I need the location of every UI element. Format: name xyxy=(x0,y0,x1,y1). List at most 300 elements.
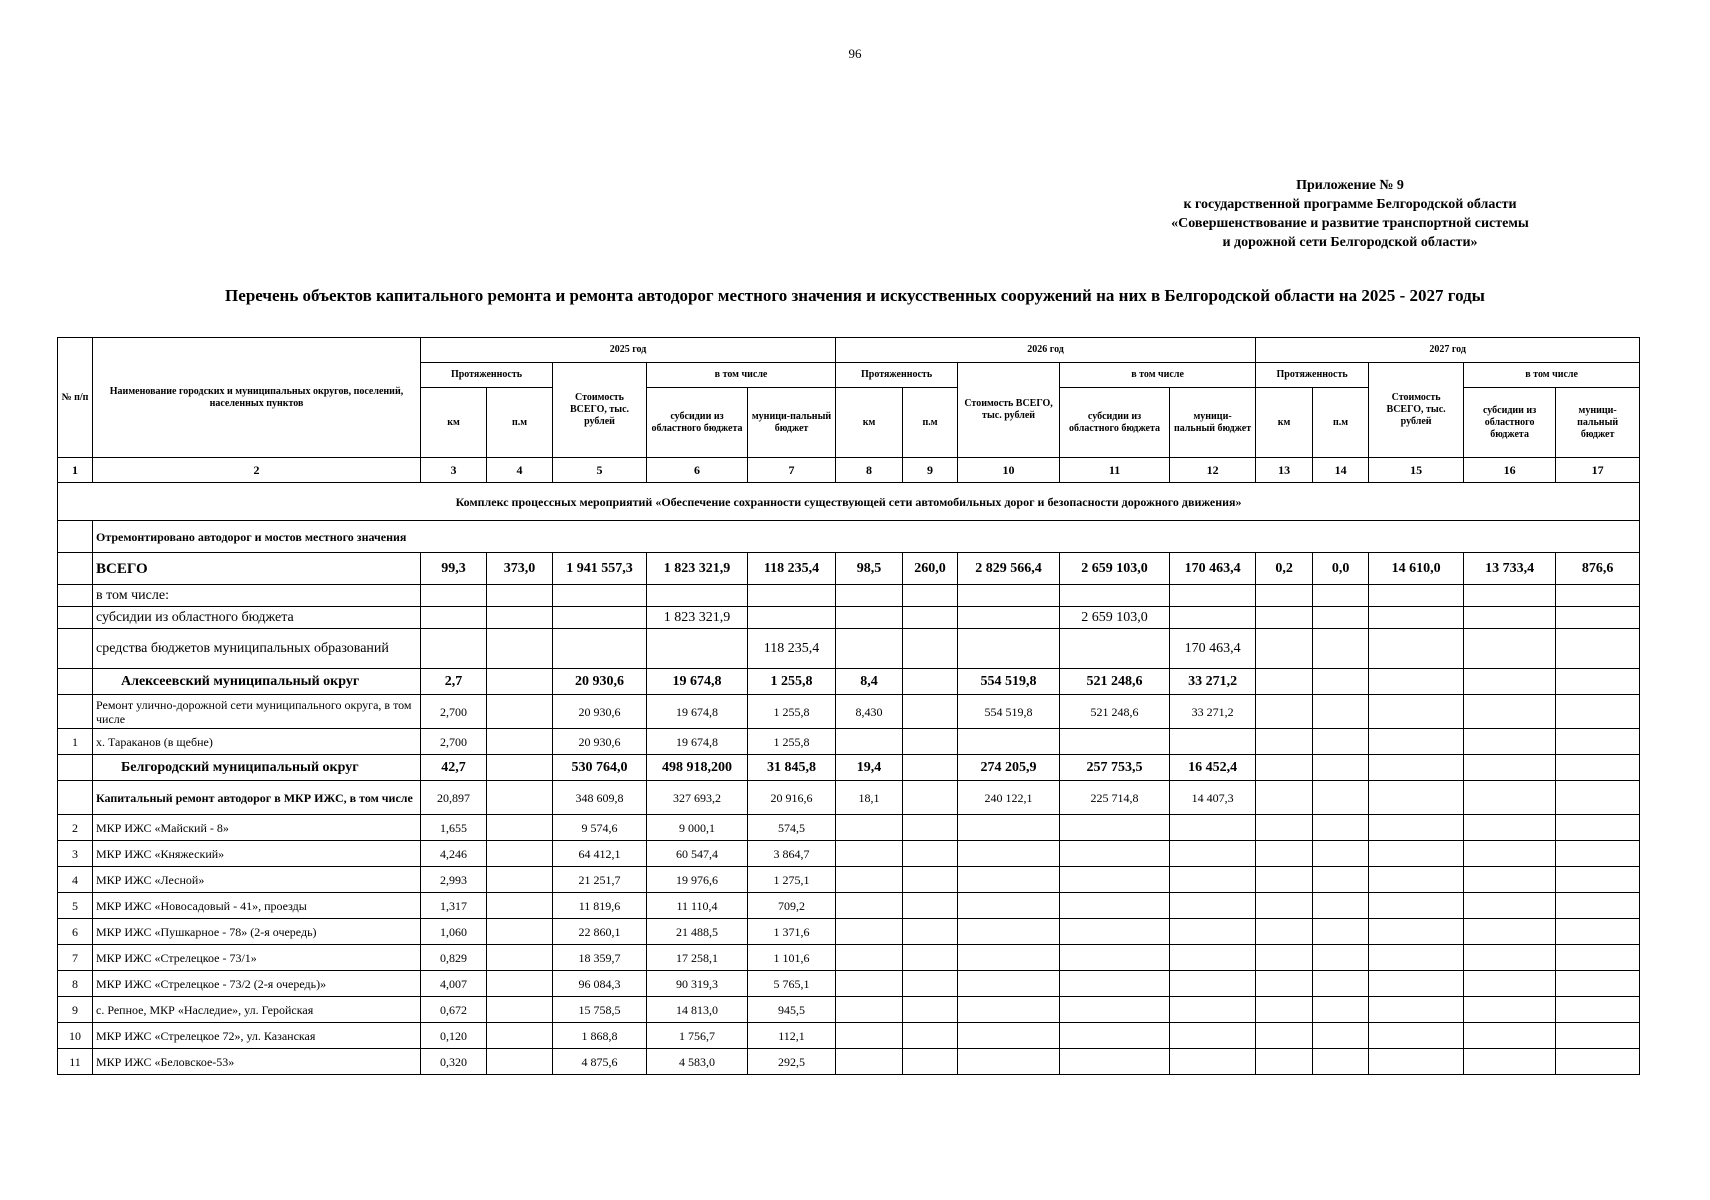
row-value: 33 271,2 xyxy=(1170,695,1256,729)
row-value xyxy=(487,945,553,971)
row-value: 0,120 xyxy=(421,1023,487,1049)
cell xyxy=(903,629,958,669)
row-value xyxy=(1256,781,1313,815)
column-number: 9 xyxy=(903,458,958,483)
cell xyxy=(958,607,1060,629)
header-year-2027: 2027 год xyxy=(1256,338,1640,363)
row-value xyxy=(836,867,903,893)
row-value xyxy=(1369,1023,1464,1049)
including-row xyxy=(58,585,1640,607)
row-value xyxy=(1369,919,1464,945)
row-value xyxy=(1464,729,1556,755)
cell xyxy=(647,585,748,607)
row-value xyxy=(1369,997,1464,1023)
total-row xyxy=(58,553,1640,585)
row-value xyxy=(903,729,958,755)
cell xyxy=(487,585,553,607)
row-value: 1 255,8 xyxy=(748,669,836,695)
row-value xyxy=(1369,893,1464,919)
row-value xyxy=(1313,755,1369,781)
row-num xyxy=(58,695,93,729)
row-value xyxy=(1170,841,1256,867)
row-value xyxy=(903,1023,958,1049)
column-number-row xyxy=(58,458,1640,483)
row-value xyxy=(836,815,903,841)
header-length-2026: Протяженность xyxy=(836,363,958,388)
row-name: Белгородский муниципальный округ xyxy=(93,755,421,781)
header-municipal: муници-пальный бюджет xyxy=(748,388,836,458)
row-value xyxy=(903,841,958,867)
row-num: 3 xyxy=(58,841,93,867)
row-value xyxy=(1313,1023,1369,1049)
municipal-row xyxy=(58,629,1640,669)
page-number: 96 xyxy=(848,46,862,61)
row-value: 64 412,1 xyxy=(553,841,647,867)
row-value xyxy=(958,997,1060,1023)
table-row xyxy=(58,919,1640,945)
total-value: 170 463,4 xyxy=(1170,553,1256,585)
cell xyxy=(1313,607,1369,629)
cell xyxy=(1313,629,1369,669)
row-value xyxy=(1369,841,1464,867)
row-value xyxy=(1556,997,1640,1023)
row-value: 19 976,6 xyxy=(647,867,748,893)
row-value: 4,246 xyxy=(421,841,487,867)
header-name: Наименование городских и муниципальных округов, поселений, населенных пунктов xyxy=(93,338,421,458)
including-label: в том числе: xyxy=(93,585,421,607)
row-num: 11 xyxy=(58,1049,93,1075)
row-name: х. Тараканов (в щебне) xyxy=(93,729,421,755)
row-value xyxy=(1313,695,1369,729)
header-including-2025: в том числе xyxy=(647,363,836,388)
row-value xyxy=(1313,971,1369,997)
row-name: с. Репное, МКР «Наследие», ул. Геройская xyxy=(93,997,421,1023)
row-value: 17 258,1 xyxy=(647,945,748,971)
row-name: МКР ИЖС «Лесной» xyxy=(93,867,421,893)
total-value: 118 235,4 xyxy=(748,553,836,585)
row-value: 1 275,1 xyxy=(748,867,836,893)
cell xyxy=(1170,585,1256,607)
cell xyxy=(836,607,903,629)
subsidy-2026: 2 659 103,0 xyxy=(1060,607,1170,629)
row-value xyxy=(1256,919,1313,945)
row-value: 60 547,4 xyxy=(647,841,748,867)
row-value xyxy=(1256,841,1313,867)
row-value xyxy=(1060,729,1170,755)
row-num xyxy=(58,781,93,815)
row-value xyxy=(1170,729,1256,755)
cell xyxy=(958,629,1060,669)
column-number: 15 xyxy=(1369,458,1464,483)
row-value xyxy=(1060,893,1170,919)
row-value xyxy=(487,841,553,867)
row-value xyxy=(487,1023,553,1049)
cell xyxy=(1556,585,1640,607)
row-value xyxy=(1060,997,1170,1023)
row-value xyxy=(958,815,1060,841)
row-value xyxy=(1369,755,1464,781)
row-value xyxy=(487,893,553,919)
row-value xyxy=(903,945,958,971)
cell xyxy=(1369,585,1464,607)
row-value xyxy=(1464,867,1556,893)
row-value xyxy=(1060,841,1170,867)
row-value xyxy=(1369,971,1464,997)
row-value xyxy=(1256,755,1313,781)
row-value xyxy=(487,695,553,729)
column-number: 8 xyxy=(836,458,903,483)
cell xyxy=(553,629,647,669)
row-value xyxy=(903,781,958,815)
row-value: 8,4 xyxy=(836,669,903,695)
row-value xyxy=(487,755,553,781)
row-value xyxy=(1556,841,1640,867)
table-row xyxy=(58,755,1640,781)
total-value: 98,5 xyxy=(836,553,903,585)
row-value xyxy=(836,919,903,945)
cell xyxy=(647,629,748,669)
row-value xyxy=(1256,893,1313,919)
row-value: 11 819,6 xyxy=(553,893,647,919)
row-value xyxy=(1313,867,1369,893)
row-value xyxy=(1170,815,1256,841)
row-value xyxy=(903,919,958,945)
table-row xyxy=(58,1049,1640,1075)
row-value xyxy=(1556,919,1640,945)
column-number: 2 xyxy=(93,458,421,483)
row-num xyxy=(58,669,93,695)
row-value xyxy=(1556,755,1640,781)
row-value: 20 930,6 xyxy=(553,669,647,695)
row-value xyxy=(836,997,903,1023)
row-value xyxy=(487,669,553,695)
total-value: 2 829 566,4 xyxy=(958,553,1060,585)
column-number: 16 xyxy=(1464,458,1556,483)
cell xyxy=(1556,629,1640,669)
row-value: 8,430 xyxy=(836,695,903,729)
header-pm: п.м xyxy=(1313,388,1369,458)
row-value xyxy=(1464,997,1556,1023)
row-name: МКР ИЖС «Пушкарное - 78» (2-я очередь) xyxy=(93,919,421,945)
row-value xyxy=(903,867,958,893)
column-number: 5 xyxy=(553,458,647,483)
header-subsidy: субсидии из областного бюджета xyxy=(1060,388,1170,458)
row-value: 4 583,0 xyxy=(647,1049,748,1075)
row-value xyxy=(1464,1023,1556,1049)
cell xyxy=(58,607,93,629)
total-value: 0,2 xyxy=(1256,553,1313,585)
row-name: Алексеевский муниципальный округ xyxy=(93,669,421,695)
header-num: № п/п xyxy=(58,338,93,458)
cell xyxy=(836,629,903,669)
table-row xyxy=(58,781,1640,815)
row-num: 7 xyxy=(58,945,93,971)
cell xyxy=(903,607,958,629)
row-value xyxy=(1170,971,1256,997)
table-row xyxy=(58,945,1640,971)
header-including-2026: в том числе xyxy=(1060,363,1256,388)
row-num: 4 xyxy=(58,867,93,893)
row-num: 2 xyxy=(58,815,93,841)
row-value xyxy=(1464,1049,1556,1075)
header-km: км xyxy=(421,388,487,458)
table-row xyxy=(58,729,1640,755)
row-value xyxy=(1170,867,1256,893)
row-value xyxy=(1369,695,1464,729)
subsection-row xyxy=(58,521,1640,553)
row-value xyxy=(958,1023,1060,1049)
header-cost-2026: Стоимость ВСЕГО, тыс. рублей xyxy=(958,363,1060,458)
cell xyxy=(1256,607,1313,629)
cell xyxy=(421,629,487,669)
row-value: 2,700 xyxy=(421,729,487,755)
cell xyxy=(421,607,487,629)
header-year-2025: 2025 год xyxy=(421,338,836,363)
row-name: Ремонт улично-дорожной сети муниципального округа, в том числе xyxy=(93,695,421,729)
row-value xyxy=(836,971,903,997)
row-value xyxy=(903,1049,958,1075)
row-num: 1 xyxy=(58,729,93,755)
row-value: 574,5 xyxy=(748,815,836,841)
column-number: 6 xyxy=(647,458,748,483)
row-value: 20,897 xyxy=(421,781,487,815)
row-value xyxy=(487,919,553,945)
appendix-line-3: «Совершенствование и развитие транспортной системы xyxy=(1171,216,1529,231)
row-value xyxy=(1313,669,1369,695)
row-value: 554 519,8 xyxy=(958,669,1060,695)
row-value xyxy=(1464,893,1556,919)
row-value xyxy=(1556,781,1640,815)
row-value: 112,1 xyxy=(748,1023,836,1049)
row-value xyxy=(1464,669,1556,695)
row-value: 554 519,8 xyxy=(958,695,1060,729)
table-row xyxy=(58,893,1640,919)
row-value xyxy=(1256,997,1313,1023)
appendix-line-1: Приложение № 9 xyxy=(1296,178,1404,193)
row-value: 19 674,8 xyxy=(647,695,748,729)
total-value: 99,3 xyxy=(421,553,487,585)
objects-table xyxy=(57,337,1640,1075)
row-value xyxy=(1556,695,1640,729)
row-value xyxy=(1313,893,1369,919)
row-value xyxy=(1556,893,1640,919)
subsidy-2025: 1 823 321,9 xyxy=(647,607,748,629)
row-name: МКР ИЖС «Стрелецкое - 73/2 (2-я очередь)» xyxy=(93,971,421,997)
row-value xyxy=(1060,919,1170,945)
table-header xyxy=(58,338,1640,458)
row-value xyxy=(1464,945,1556,971)
row-value xyxy=(1464,781,1556,815)
row-value xyxy=(836,841,903,867)
row-value: 90 319,3 xyxy=(647,971,748,997)
header-year-2026: 2026 год xyxy=(836,338,1256,363)
header-municipal: муници-пальный бюджет xyxy=(1170,388,1256,458)
row-value xyxy=(903,695,958,729)
table-row xyxy=(58,1023,1640,1049)
row-value xyxy=(1256,729,1313,755)
row-value xyxy=(836,1049,903,1075)
row-value xyxy=(487,815,553,841)
column-number: 11 xyxy=(1060,458,1170,483)
row-value xyxy=(958,893,1060,919)
row-value: 19,4 xyxy=(836,755,903,781)
row-value: 4,007 xyxy=(421,971,487,997)
row-value xyxy=(1170,1023,1256,1049)
municipal-2025: 118 235,4 xyxy=(748,629,836,669)
row-num: 6 xyxy=(58,919,93,945)
row-value: 14 407,3 xyxy=(1170,781,1256,815)
row-value: 274 205,9 xyxy=(958,755,1060,781)
municipal-label: средства бюджетов муниципальных образований xyxy=(93,629,421,669)
row-value: 33 271,2 xyxy=(1170,669,1256,695)
cell xyxy=(836,585,903,607)
row-num: 9 xyxy=(58,997,93,1023)
row-value: 945,5 xyxy=(748,997,836,1023)
row-value xyxy=(1256,971,1313,997)
row-value: 1 255,8 xyxy=(748,695,836,729)
row-value xyxy=(1369,781,1464,815)
row-value: 11 110,4 xyxy=(647,893,748,919)
document-title: Перечень объектов капитального ремонта и ремонта автодорог местного значения и искусственных сооружений на них в Белгородской области на 2025 - 2027 годы xyxy=(225,286,1485,305)
row-value xyxy=(1556,945,1640,971)
cell xyxy=(748,585,836,607)
row-value: 20 916,6 xyxy=(748,781,836,815)
cell xyxy=(58,629,93,669)
row-num: 5 xyxy=(58,893,93,919)
row-value xyxy=(1060,1049,1170,1075)
row-value xyxy=(836,1023,903,1049)
row-value: 9 000,1 xyxy=(647,815,748,841)
row-value xyxy=(1369,729,1464,755)
header-subsidy: субсидии из областного бюджета xyxy=(1464,388,1556,458)
row-value: 225 714,8 xyxy=(1060,781,1170,815)
row-name: МКР ИЖС «Княжеский» xyxy=(93,841,421,867)
cell xyxy=(1464,629,1556,669)
row-num: 8 xyxy=(58,971,93,997)
cell xyxy=(487,629,553,669)
row-value: 709,2 xyxy=(748,893,836,919)
row-value xyxy=(1060,945,1170,971)
cell xyxy=(1556,607,1640,629)
row-value: 1 868,8 xyxy=(553,1023,647,1049)
row-value xyxy=(836,893,903,919)
row-name: Капитальный ремонт автодорог в МКР ИЖС, в том числе xyxy=(93,781,421,815)
row-value: 1,317 xyxy=(421,893,487,919)
column-number: 7 xyxy=(748,458,836,483)
column-number: 13 xyxy=(1256,458,1313,483)
row-value: 18,1 xyxy=(836,781,903,815)
section-title: Комплекс процессных мероприятий «Обеспечение сохранности существующей сети автомобильных дорог и безопасности дорожного движения» xyxy=(58,483,1640,521)
row-value xyxy=(1170,945,1256,971)
section-row xyxy=(58,483,1640,521)
cell xyxy=(58,521,93,553)
cell xyxy=(58,585,93,607)
total-value: 876,6 xyxy=(1556,553,1640,585)
row-value xyxy=(1170,997,1256,1023)
row-value: 1 101,6 xyxy=(748,945,836,971)
row-value xyxy=(1556,971,1640,997)
row-value xyxy=(1060,815,1170,841)
total-value: 1 823 321,9 xyxy=(647,553,748,585)
table-body xyxy=(58,458,1640,1075)
row-value xyxy=(1556,815,1640,841)
row-value xyxy=(1313,729,1369,755)
row-value: 257 753,5 xyxy=(1060,755,1170,781)
row-value xyxy=(487,997,553,1023)
total-value: 0,0 xyxy=(1313,553,1369,585)
row-value xyxy=(1556,669,1640,695)
row-value: 530 764,0 xyxy=(553,755,647,781)
row-value: 15 758,5 xyxy=(553,997,647,1023)
row-value: 327 693,2 xyxy=(647,781,748,815)
header-cost-2027: Стоимость ВСЕГО, тыс. рублей xyxy=(1369,363,1464,458)
municipal-2026: 170 463,4 xyxy=(1170,629,1256,669)
row-value xyxy=(1556,1023,1640,1049)
row-value xyxy=(1464,695,1556,729)
row-value: 240 122,1 xyxy=(958,781,1060,815)
row-value xyxy=(1256,867,1313,893)
row-value: 348 609,8 xyxy=(553,781,647,815)
row-value xyxy=(1464,815,1556,841)
row-value xyxy=(1369,867,1464,893)
row-value: 22 860,1 xyxy=(553,919,647,945)
row-value xyxy=(958,919,1060,945)
row-value: 16 452,4 xyxy=(1170,755,1256,781)
row-name: МКР ИЖС «Майский - 8» xyxy=(93,815,421,841)
row-value xyxy=(1170,893,1256,919)
cell xyxy=(553,607,647,629)
cell xyxy=(1369,629,1464,669)
row-value: 498 918,200 xyxy=(647,755,748,781)
row-value xyxy=(903,997,958,1023)
table-row xyxy=(58,841,1640,867)
row-value: 19 674,8 xyxy=(647,729,748,755)
row-value xyxy=(1369,1049,1464,1075)
cell xyxy=(553,585,647,607)
header-subsidy: субсидии из областного бюджета xyxy=(647,388,748,458)
cell xyxy=(487,607,553,629)
row-value: 1 371,6 xyxy=(748,919,836,945)
row-value: 5 765,1 xyxy=(748,971,836,997)
column-number: 1 xyxy=(58,458,93,483)
column-number: 4 xyxy=(487,458,553,483)
row-value xyxy=(487,1049,553,1075)
row-value xyxy=(1313,945,1369,971)
column-number: 14 xyxy=(1313,458,1369,483)
table-row xyxy=(58,815,1640,841)
cell xyxy=(1170,607,1256,629)
row-value xyxy=(1256,945,1313,971)
row-value xyxy=(836,945,903,971)
cell xyxy=(748,607,836,629)
total-value: 14 610,0 xyxy=(1369,553,1464,585)
column-number: 17 xyxy=(1556,458,1640,483)
row-value xyxy=(1060,867,1170,893)
row-value xyxy=(1464,755,1556,781)
row-value xyxy=(1256,695,1313,729)
row-name: МКР ИЖС «Беловское-53» xyxy=(93,1049,421,1075)
column-number: 12 xyxy=(1170,458,1256,483)
row-value xyxy=(958,971,1060,997)
row-value: 2,700 xyxy=(421,695,487,729)
row-value: 3 864,7 xyxy=(748,841,836,867)
row-value xyxy=(487,867,553,893)
row-value xyxy=(1060,1023,1170,1049)
row-value xyxy=(1170,1049,1256,1075)
row-value: 1,060 xyxy=(421,919,487,945)
row-value xyxy=(958,841,1060,867)
row-value xyxy=(1256,815,1313,841)
